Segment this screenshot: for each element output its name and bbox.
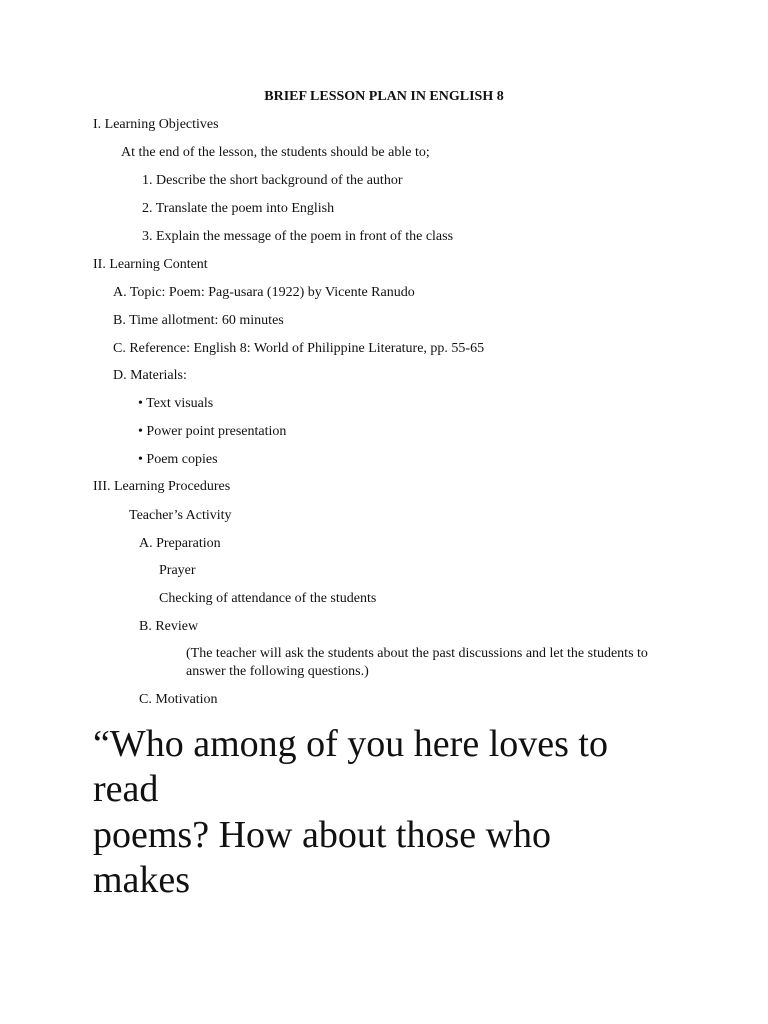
section-heading-objectives: I. Learning Objectives	[93, 117, 219, 132]
procedure-motivation: C. Motivation	[139, 692, 218, 707]
teacher-activity-label: Teacher’s Activity	[129, 508, 232, 523]
material-item: • Poem copies	[138, 452, 218, 467]
procedure-preparation: A. Preparation	[139, 536, 221, 551]
quote-line: makes	[93, 859, 191, 901]
objective-item: 3. Explain the message of the poem in front of the class	[142, 229, 454, 244]
document-title: BRIEF LESSON PLAN IN ENGLISH 8	[264, 89, 504, 104]
section-heading-content: II. Learning Content	[93, 257, 208, 272]
material-item: • Text visuals	[138, 396, 214, 411]
material-item: • Power point presentation	[138, 424, 287, 439]
objectives-intro: At the end of the lesson, the students should be able to;	[121, 145, 430, 160]
procedure-prayer: Prayer	[159, 563, 196, 578]
content-topic: A. Topic: Poem: Pag-usara (1922) by Vicente Ranudo	[113, 285, 415, 300]
content-reference: C. Reference: English 8: World of Philippine Literature, pp. 55-65	[113, 341, 485, 356]
content-time-allotment: B. Time allotment: 60 minutes	[113, 313, 284, 328]
content-materials-label: D. Materials:	[113, 368, 187, 383]
section-heading-procedures: III. Learning Procedures	[93, 479, 231, 494]
objective-item: 1. Describe the short background of the author	[142, 173, 403, 188]
quote-line: poems? How about those who	[93, 814, 552, 856]
procedure-attendance: Checking of attendance of the students	[159, 591, 377, 606]
quote-line: read	[93, 768, 159, 810]
objective-item: 2. Translate the poem into English	[142, 201, 335, 216]
review-note: (The teacher will ask the students about the past discussions and let the students to answer the following questions.)	[186, 646, 648, 679]
quote-line: “Who among of you here loves to	[93, 723, 608, 765]
procedure-review: B. Review	[139, 619, 199, 634]
